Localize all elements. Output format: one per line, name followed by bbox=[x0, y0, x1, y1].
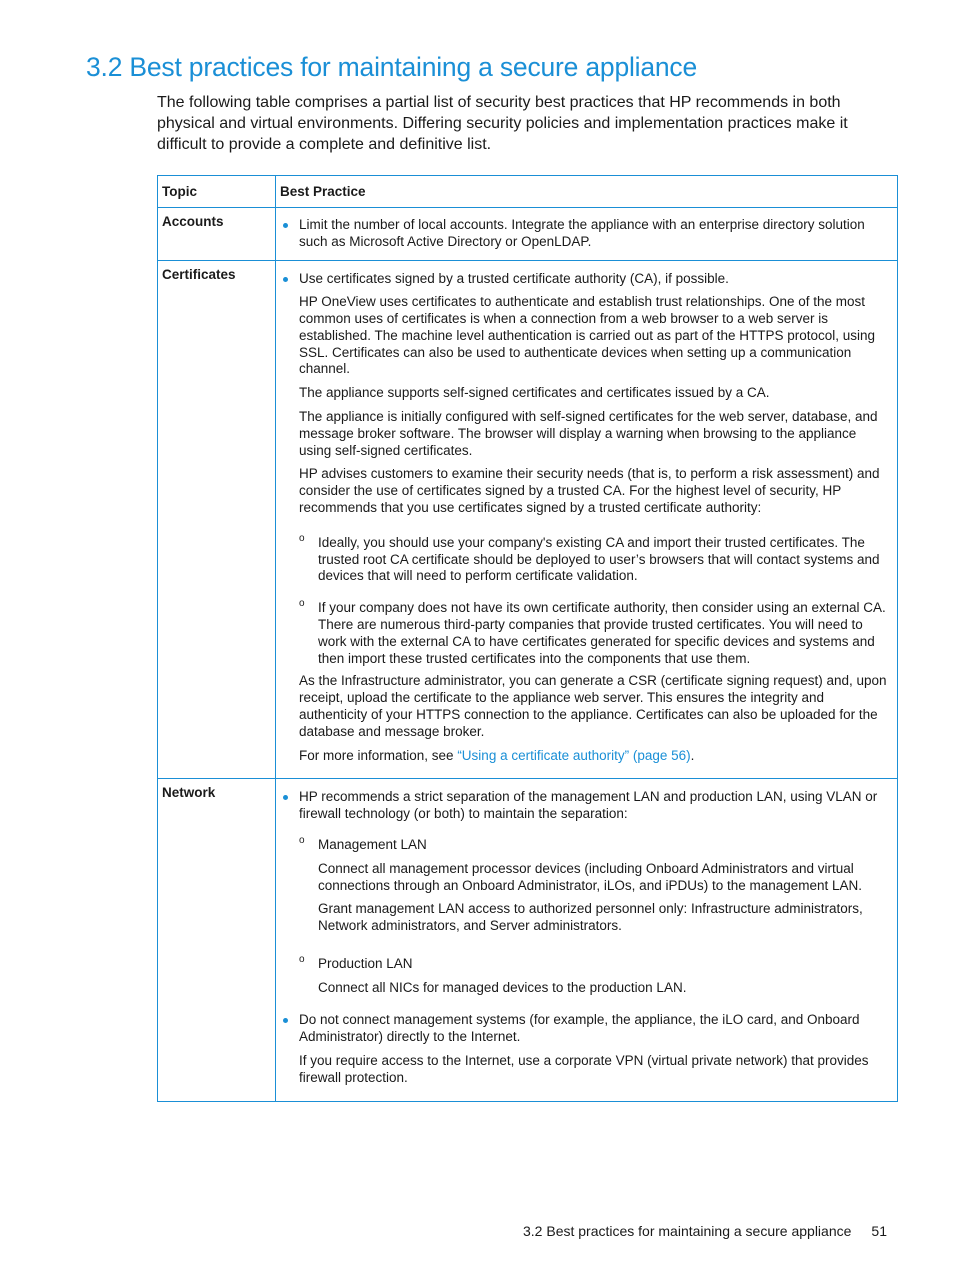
more-info bbox=[299, 748, 891, 765]
practice-accounts bbox=[276, 207, 898, 261]
paragraph: The appliance is initially configured with self-signed certificates for the web server, database, and message broker software. The browser will display a warning when browsing to the appliance using self-signed certificates. bbox=[299, 408, 878, 458]
topic-accounts: Accounts bbox=[158, 207, 276, 261]
paragraph: Connect all management processor devices (including Onboard Administrators and virtual connections through an Onboard Administrator, iLOs, and iPDUs) to the management LAN. bbox=[318, 860, 863, 893]
paragraph: HP advises customers to examine their security needs (that is, to perform a risk assessment) and consider the use of certificates signed by a trusted CA. For the highest level of security, HP recommends that you use certificates signed by a trusted certificate authority: bbox=[299, 466, 880, 515]
paragraph: As the Infrastructure administrator, you can generate a CSR (certificate signing request) and, upon receipt, upload the certificate to the appliance web server. This ensures the integrity and authenticity of your HTTPS connection to the appliance. Certificates can also be uploaded for the database and message broker. bbox=[299, 673, 887, 739]
table-row-certificates bbox=[158, 261, 898, 779]
more-info-suffix: . bbox=[690, 747, 695, 763]
sub-bullet-item: o If your company does not have its own certificate authority, then consider using an external CA. There are numerous third-party companies that provide trusted certificates. You will need to work with the external CA to have certificates generated for specific devices and systems and then import these trusted certificates into the components that use them. bbox=[299, 600, 891, 667]
bullet-item: HP recommends a strict separation of the management LAN and production LAN, using VLAN or firewall technology (or both) to maintain the separation: bbox=[299, 789, 891, 823]
certificate-authority-link[interactable]: “Using a certificate authority” (page 56) bbox=[457, 747, 691, 763]
paragraph: The appliance supports self-signed certificates and certificates issued by a CA. bbox=[299, 385, 770, 401]
sub-bullet-item: o Ideally, you should use your company's existing CA and import their trusted certificates. The trusted root CA certificate should be deployed to user’s browsers that will contact systems and devices that will need to perform certificate validation. bbox=[299, 535, 891, 585]
page-number: 51 bbox=[871, 1223, 887, 1239]
table-row-network bbox=[158, 779, 898, 1101]
bullet-item: Limit the number of local accounts. Integrate the appliance with an enterprise directory solution such as Microsoft Active Directory or OpenLDAP. bbox=[299, 217, 891, 251]
sub-bullet-item: o Production LAN bbox=[299, 956, 891, 973]
topic-network: Network bbox=[158, 779, 276, 1101]
section-heading: 3.2 Best practices for maintaining a secure appliance bbox=[86, 52, 698, 82]
bullet-item: Use certificates signed by a trusted certificate authority (CA), if possible. bbox=[299, 271, 891, 288]
paragraph: Grant management LAN access to authorized personnel only: Infrastructure administrators, Network administrators, and Server administrators. bbox=[318, 901, 863, 934]
topic-certificates: Certificates bbox=[158, 261, 276, 779]
practice-network bbox=[276, 779, 898, 1101]
best-practices-table bbox=[157, 175, 898, 1102]
page-footer bbox=[523, 1223, 887, 1239]
footer-title: 3.2 Best practices for maintaining a secure appliance bbox=[523, 1223, 852, 1239]
paragraph: HP OneView uses certificates to authenticate and establish trust relationships. One of the most common uses of certificates is when a connection from a web browser to a web server is established. The machine level authentication is carried out as part of the HTTPS protocol, using SSL. Certificates can also be used to authenticate devices when setting up a communication channel. bbox=[299, 294, 876, 377]
paragraph: Connect all NICs for managed devices to the production LAN. bbox=[318, 979, 687, 995]
column-header-best-practice: Best Practice bbox=[276, 176, 898, 208]
more-info-prefix: For more information, see bbox=[299, 747, 458, 763]
sub-bullet-item: o Management LAN bbox=[299, 837, 891, 854]
paragraph: If you require access to the Internet, use a corporate VPN (virtual private network) that provides firewall protection. bbox=[299, 1053, 869, 1085]
table-row-accounts bbox=[158, 207, 898, 261]
intro-paragraph: The following table comprises a partial list of security best practices that HP recommends in both physical and virtual environments. Differing security policies and implementation practices make it difficult to provide a complete and definitive list. bbox=[157, 94, 848, 153]
practice-certificates bbox=[276, 261, 898, 779]
column-header-topic: Topic bbox=[158, 176, 276, 208]
bullet-item: Do not connect management systems (for example, the appliance, the iLO card, and Onboard Administrator) directly to the Internet. bbox=[299, 1012, 891, 1046]
table-header-row bbox=[158, 176, 898, 208]
